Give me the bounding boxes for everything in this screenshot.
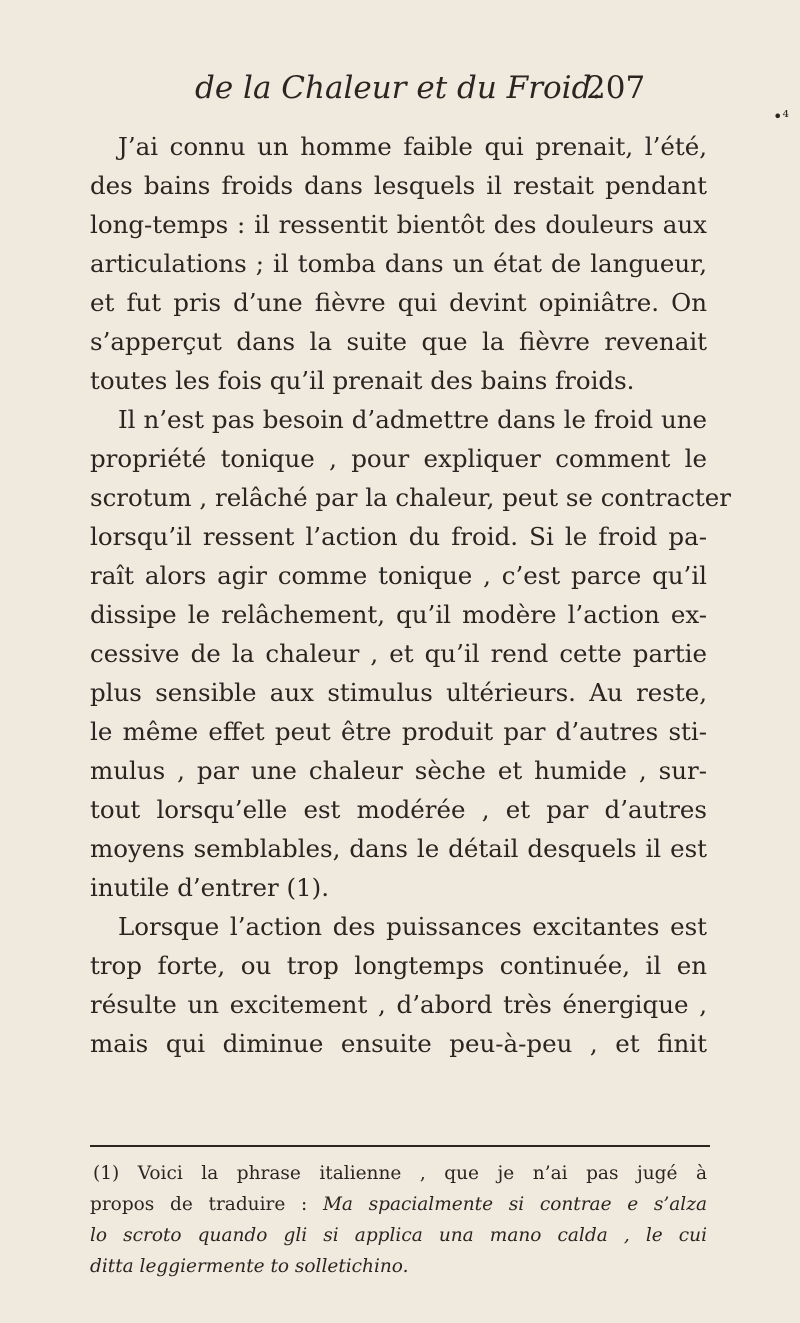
text-line: trop forte, ou trop longtemps continuée, il en: [90, 951, 707, 980]
text-line: long-temps : il ressentit bientôt des douleurs aux: [90, 210, 707, 239]
footnote-italian-line: lo scroto quando gli si applica una mano calda , le cui: [90, 1225, 707, 1246]
running-header: [0, 62, 800, 114]
text-line: J’ai connu un homme faible qui prenait, l’été,: [118, 132, 707, 161]
footnote-italian-text: Ma spacialmente si contrae e s’alza: [322, 1194, 707, 1215]
footnote-italian-line: ditta leggiermente to solletichino.: [90, 1256, 409, 1277]
text-line: moyens semblables, dans le détail desquels il est: [90, 834, 707, 863]
footnote-line: [90, 1193, 707, 1217]
text-line: des bains froids dans lesquels il restait pendant: [90, 171, 707, 200]
page-number: 207: [586, 70, 646, 106]
text-line: mais qui diminue ensuite peu-à-peu , et finit: [90, 1029, 707, 1058]
text-line: plus sensible aux stimulus ultérieurs. Au reste,: [90, 678, 707, 707]
text-line: toutes les fois qu’il prenait des bains froids.: [90, 366, 635, 395]
text-line: s’apperçut dans la suite que la fièvre revenait: [90, 327, 707, 356]
margin-mark: •⁴: [773, 107, 789, 126]
text-line: résulte un excitement , d’abord très énergique ,: [90, 990, 707, 1019]
text-line: articulations ; il tomba dans un état de langueur,: [90, 249, 707, 278]
text-line: mulus , par une chaleur sèche et humide , sur-: [90, 756, 707, 785]
text-line: Lorsque l’action des puissances excitantes est: [118, 912, 707, 941]
footnote-rule: [90, 1145, 710, 1147]
text-line: et fut pris d’une fièvre qui devint opiniâtre. On: [90, 288, 707, 317]
text-line: Il n’est pas besoin d’admettre dans le froid une: [118, 405, 707, 434]
running-title: de la Chaleur et du Froid.: [195, 70, 602, 106]
text-line: raît alors agir comme tonique , c’est parce qu’il: [90, 561, 707, 590]
footnote-text: propos de traduire :: [90, 1194, 323, 1215]
text-line: scrotum , relâché par la chaleur, peut se contracter: [90, 483, 731, 512]
text-line: cessive de la chaleur , et qu’il rend cette partie: [90, 639, 707, 668]
text-line: tout lorsqu’elle est modérée , et par d’autres: [90, 795, 707, 824]
text-line: le même effet peut être produit par d’autres sti-: [90, 717, 707, 746]
footnote-line: (1) Voici la phrase italienne , que je n’ai pas jugé à: [93, 1163, 707, 1184]
text-line: inutile d’entrer (1).: [90, 873, 329, 902]
text-line: lorsqu’il ressent l’action du froid. Si le froid pa-: [90, 522, 707, 551]
text-line: propriété tonique , pour expliquer comment le: [90, 444, 707, 473]
text-line: dissipe le relâchement, qu’il modère l’action ex-: [90, 600, 707, 629]
